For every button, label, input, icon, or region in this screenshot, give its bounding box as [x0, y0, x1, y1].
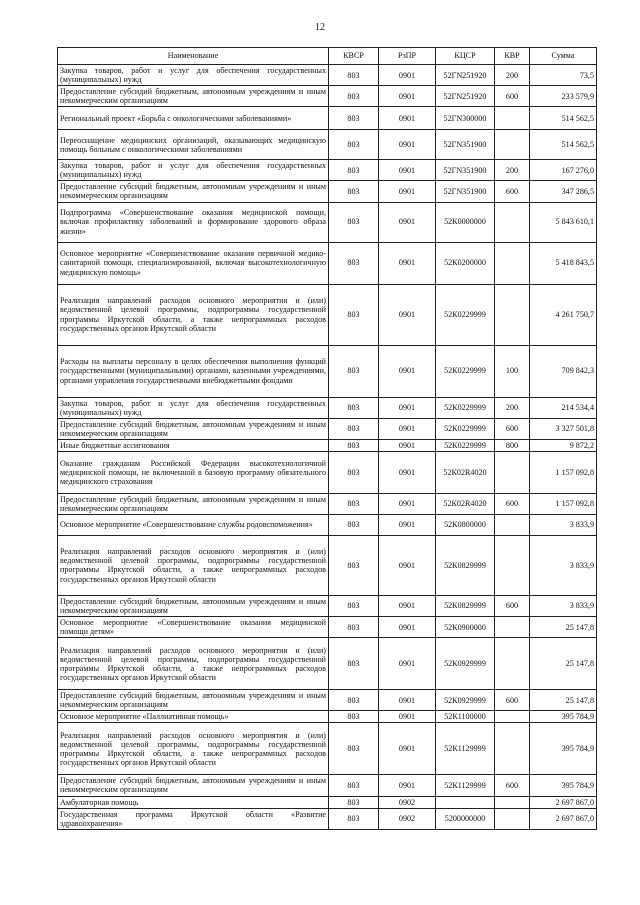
row-name: Основное мероприятие «Совершенствование оказания первичной медико-санитарной помощи, специализированной, включая высокотехнологичную медицинскую помощь» [58, 242, 329, 284]
row-kvr [495, 242, 530, 284]
row-sum: 4 261 750,7 [530, 284, 597, 345]
header-kcsr: КЦСР [436, 48, 495, 65]
row-kvsr: 803 [329, 796, 379, 808]
row-name: Региональный проект «Борьба с онкологическими заболеваниями» [58, 107, 329, 130]
row-kvr [495, 796, 530, 808]
row-kvsr: 803 [329, 202, 379, 242]
row-kvr: 200 [495, 160, 530, 181]
header-kvsr: КВСР [329, 48, 379, 65]
row-name: Предоставление субсидий бюджетным, автономным учреждениям и иным некоммерческим организациям [58, 595, 329, 616]
row-sum: 3 833,9 [530, 535, 597, 595]
row-kvr: 600 [495, 690, 530, 711]
row-kvr [495, 451, 530, 493]
table-row [58, 202, 597, 242]
row-kvr [495, 284, 530, 345]
row-kvsr: 803 [329, 711, 379, 723]
row-kcsr: 52К02R4020 [436, 451, 495, 493]
table-row [58, 595, 597, 616]
row-kvr [495, 202, 530, 242]
row-rzpr: 0901 [379, 493, 436, 514]
row-kvr: 600 [495, 86, 530, 107]
row-rzpr: 0901 [379, 514, 436, 535]
table-row [58, 723, 597, 775]
table-row [58, 638, 597, 690]
row-sum: 214 534,4 [530, 397, 597, 418]
row-kvsr: 803 [329, 723, 379, 775]
row-kvsr: 803 [329, 775, 379, 796]
row-name: Реализация направлений расходов основного мероприятия и (или) ведомственной целевой программы, подпрограммы государственной программы Иркутской области, а также непрограммных расходов государственных органов Иркутской области [58, 535, 329, 595]
row-rzpr: 0901 [379, 535, 436, 595]
row-kvsr: 803 [329, 242, 379, 284]
row-rzpr: 0901 [379, 65, 436, 86]
table-row [58, 690, 597, 711]
budget-table [57, 47, 597, 830]
table-row [58, 107, 597, 130]
row-kcsr: 52ГN351900 [436, 160, 495, 181]
row-name: Предоставление субсидий бюджетным, автономным учреждениям и иным некоммерческим организациям [58, 86, 329, 107]
row-sum: 514 562,5 [530, 107, 597, 130]
table-row [58, 284, 597, 345]
row-kcsr: 52К0829999 [436, 535, 495, 595]
header-sum: Сумма [530, 48, 597, 65]
row-name: Предоставление субсидий бюджетным, автономным учреждениям и иным некоммерческим организациям [58, 181, 329, 202]
row-sum: 2 697 867,0 [530, 796, 597, 808]
row-kvr [495, 130, 530, 160]
row-kvsr: 803 [329, 397, 379, 418]
row-kvsr: 803 [329, 451, 379, 493]
row-name: Закупка товаров, работ и услуг для обеспечения государственных (муниципальных) нужд [58, 65, 329, 86]
row-sum: 3 833,9 [530, 595, 597, 616]
row-sum: 3 833,9 [530, 514, 597, 535]
page-number: 12 [315, 22, 325, 33]
row-kcsr: 52ГN351900 [436, 130, 495, 160]
row-name: Переоснащение медицинских организаций, оказывающих медицинскую помощь больным с онкологическими заболеваниями [58, 130, 329, 160]
row-kcsr: 52К0800000 [436, 514, 495, 535]
table-row [58, 65, 597, 86]
row-rzpr: 0901 [379, 181, 436, 202]
row-kvr [495, 617, 530, 638]
row-sum: 395 784,9 [530, 775, 597, 796]
row-kcsr: 52К0929999 [436, 638, 495, 690]
row-name: Предоставление субсидий бюджетным, автономным учреждениям и иным некоммерческим организациям [58, 775, 329, 796]
row-kvr [495, 808, 530, 829]
row-kcsr: 52К0200000 [436, 242, 495, 284]
table-row [58, 345, 597, 397]
row-kcsr: 52К1129999 [436, 775, 495, 796]
row-rzpr: 0902 [379, 796, 436, 808]
row-sum: 233 579,9 [530, 86, 597, 107]
table-header-row [58, 48, 597, 65]
table-row [58, 796, 597, 808]
row-kcsr: 52К0229999 [436, 284, 495, 345]
row-rzpr: 0901 [379, 202, 436, 242]
row-rzpr: 0901 [379, 107, 436, 130]
table-row [58, 711, 597, 723]
row-rzpr: 0901 [379, 86, 436, 107]
table-row [58, 493, 597, 514]
header-name: Наименование [58, 48, 329, 65]
row-rzpr: 0901 [379, 451, 436, 493]
row-sum: 347 286,5 [530, 181, 597, 202]
row-rzpr: 0901 [379, 397, 436, 418]
row-kvr: 600 [495, 493, 530, 514]
row-kvr [495, 514, 530, 535]
row-rzpr: 0901 [379, 690, 436, 711]
row-rzpr: 0901 [379, 638, 436, 690]
row-rzpr: 0901 [379, 439, 436, 451]
row-rzpr: 0901 [379, 775, 436, 796]
header-rzpr: РзПР [379, 48, 436, 65]
row-kcsr: 52К0229999 [436, 397, 495, 418]
table-row [58, 617, 597, 638]
row-kcsr: 52К0929999 [436, 690, 495, 711]
row-kvr: 800 [495, 439, 530, 451]
row-kvsr: 803 [329, 130, 379, 160]
row-kcsr: 52К02R4020 [436, 493, 495, 514]
row-sum: 167 276,0 [530, 160, 597, 181]
row-rzpr: 0901 [379, 345, 436, 397]
row-name: Закупка товаров, работ и услуг для обеспечения государственных (муниципальных) нужд [58, 160, 329, 181]
row-kvsr: 803 [329, 107, 379, 130]
row-kvsr: 803 [329, 86, 379, 107]
row-name: Реализация направлений расходов основного мероприятия и (или) ведомственной целевой программы, подпрограммы государственной программы Иркутской области, а также непрограммных расходов государственных органов Иркутской области [58, 638, 329, 690]
row-sum: 514 562,5 [530, 130, 597, 160]
row-rzpr: 0901 [379, 595, 436, 616]
row-kvsr: 803 [329, 690, 379, 711]
row-name: Иные бюджетные ассигнования [58, 439, 329, 451]
row-sum: 709 842,3 [530, 345, 597, 397]
row-kvsr: 803 [329, 514, 379, 535]
row-kcsr: 52ГN251920 [436, 65, 495, 86]
row-kvr: 200 [495, 397, 530, 418]
row-name: Основное мероприятие «Совершенствование службы родовспоможения» [58, 514, 329, 535]
row-rzpr: 0901 [379, 711, 436, 723]
row-sum: 1 157 092,8 [530, 493, 597, 514]
row-sum: 25 147,8 [530, 638, 597, 690]
table-row [58, 514, 597, 535]
row-kcsr: 52К0229999 [436, 418, 495, 439]
row-rzpr: 0901 [379, 723, 436, 775]
row-kvsr: 803 [329, 418, 379, 439]
row-kcsr: 52ГN351900 [436, 181, 495, 202]
row-kvr: 100 [495, 345, 530, 397]
table-row [58, 160, 597, 181]
row-sum: 25 147,8 [530, 690, 597, 711]
row-sum: 5 418 843,5 [530, 242, 597, 284]
row-kcsr: 52ГN251920 [436, 86, 495, 107]
row-sum: 3 327 501,8 [530, 418, 597, 439]
row-kvr: 600 [495, 181, 530, 202]
row-name: Основное мероприятие «Паллиативная помощь» [58, 711, 329, 723]
table-row [58, 397, 597, 418]
row-kcsr: 52К0229999 [436, 345, 495, 397]
row-name: Расходы на выплаты персоналу в целях обеспечения выполнения функций государственными (муниципальными) органами, казенными учреждениями, органами управления государственными внебюджетными фондами [58, 345, 329, 397]
table-row [58, 451, 597, 493]
row-name: Подпрограмма «Совершенствование оказания медицинской помощи, включая профилактику заболеваний и формирование здорового образа жизни» [58, 202, 329, 242]
row-name: Основное мероприятие «Совершенствование оказания медицинской помощи детям» [58, 617, 329, 638]
row-kvsr: 803 [329, 535, 379, 595]
row-kcsr: 5200000000 [436, 808, 495, 829]
row-kvr [495, 638, 530, 690]
row-kvsr: 803 [329, 284, 379, 345]
row-kvr [495, 711, 530, 723]
row-kvsr: 803 [329, 617, 379, 638]
row-kvsr: 803 [329, 439, 379, 451]
row-rzpr: 0901 [379, 242, 436, 284]
row-kcsr: 52К1100000 [436, 711, 495, 723]
row-name: Предоставление субсидий бюджетным, автономным учреждениям и иным некоммерческим организациям [58, 690, 329, 711]
row-kvr [495, 535, 530, 595]
row-sum: 395 784,9 [530, 723, 597, 775]
row-kcsr: 52К1129999 [436, 723, 495, 775]
row-rzpr: 0901 [379, 284, 436, 345]
row-kvsr: 803 [329, 808, 379, 829]
row-name: Амбулаторная помощь [58, 796, 329, 808]
row-kvsr: 803 [329, 181, 379, 202]
header-kvr: КВР [495, 48, 530, 65]
row-sum: 395 784,9 [530, 711, 597, 723]
row-kcsr: 52К0229999 [436, 439, 495, 451]
row-rzpr: 0901 [379, 130, 436, 160]
row-kcsr [436, 796, 495, 808]
row-kvr [495, 107, 530, 130]
row-kvsr: 803 [329, 595, 379, 616]
row-rzpr: 0901 [379, 617, 436, 638]
row-name: Предоставление субсидий бюджетным, автономным учреждениям и иным некоммерческим организациям [58, 418, 329, 439]
row-kvsr: 803 [329, 65, 379, 86]
row-name: Предоставление субсидий бюджетным, автономным учреждениям и иным некоммерческим организациям [58, 493, 329, 514]
table-row [58, 808, 597, 829]
row-kvr [495, 723, 530, 775]
row-kvr: 200 [495, 65, 530, 86]
row-kvr: 600 [495, 595, 530, 616]
row-sum: 25 147,8 [530, 617, 597, 638]
row-kvr: 600 [495, 418, 530, 439]
row-name: Реализация направлений расходов основного мероприятия и (или) ведомственной целевой программы, подпрограммы государственной программы Иркутской области, а также непрограммных расходов государственных органов Иркутской области [58, 284, 329, 345]
row-rzpr: 0901 [379, 418, 436, 439]
row-rzpr: 0902 [379, 808, 436, 829]
row-name: Реализация направлений расходов основного мероприятия и (или) ведомственной целевой программы, подпрограммы государственной программы Иркутской области, а также непрограммных расходов государственных органов Иркутской области [58, 723, 329, 775]
row-kcsr: 52К0829999 [436, 595, 495, 616]
row-rzpr: 0901 [379, 160, 436, 181]
row-kcsr: 52К0000000 [436, 202, 495, 242]
table-row [58, 181, 597, 202]
row-sum: 2 697 867,0 [530, 808, 597, 829]
row-name: Закупка товаров, работ и услуг для обеспечения государственных (муниципальных) нужд [58, 397, 329, 418]
row-sum: 1 157 092,8 [530, 451, 597, 493]
row-kvsr: 803 [329, 493, 379, 514]
row-sum: 73,5 [530, 65, 597, 86]
table-row [58, 439, 597, 451]
table-row [58, 775, 597, 796]
row-name: Государственная программа Иркутской области «Развитие здравоохранения» [58, 808, 329, 829]
row-kvsr: 803 [329, 345, 379, 397]
table-row [58, 535, 597, 595]
row-sum: 5 843 610,1 [530, 202, 597, 242]
table-row [58, 130, 597, 160]
table-row [58, 418, 597, 439]
row-kvr: 600 [495, 775, 530, 796]
row-kcsr: 52ГN300000 [436, 107, 495, 130]
row-kcsr: 52К0900000 [436, 617, 495, 638]
row-sum: 9 872,2 [530, 439, 597, 451]
table-row [58, 242, 597, 284]
table-row [58, 86, 597, 107]
row-kvsr: 803 [329, 638, 379, 690]
row-name: Оказание гражданам Российской Федерации высокотехнологичной медицинской помощи, не включенной в базовую программу обязательного медицинского страхования [58, 451, 329, 493]
row-kvsr: 803 [329, 160, 379, 181]
